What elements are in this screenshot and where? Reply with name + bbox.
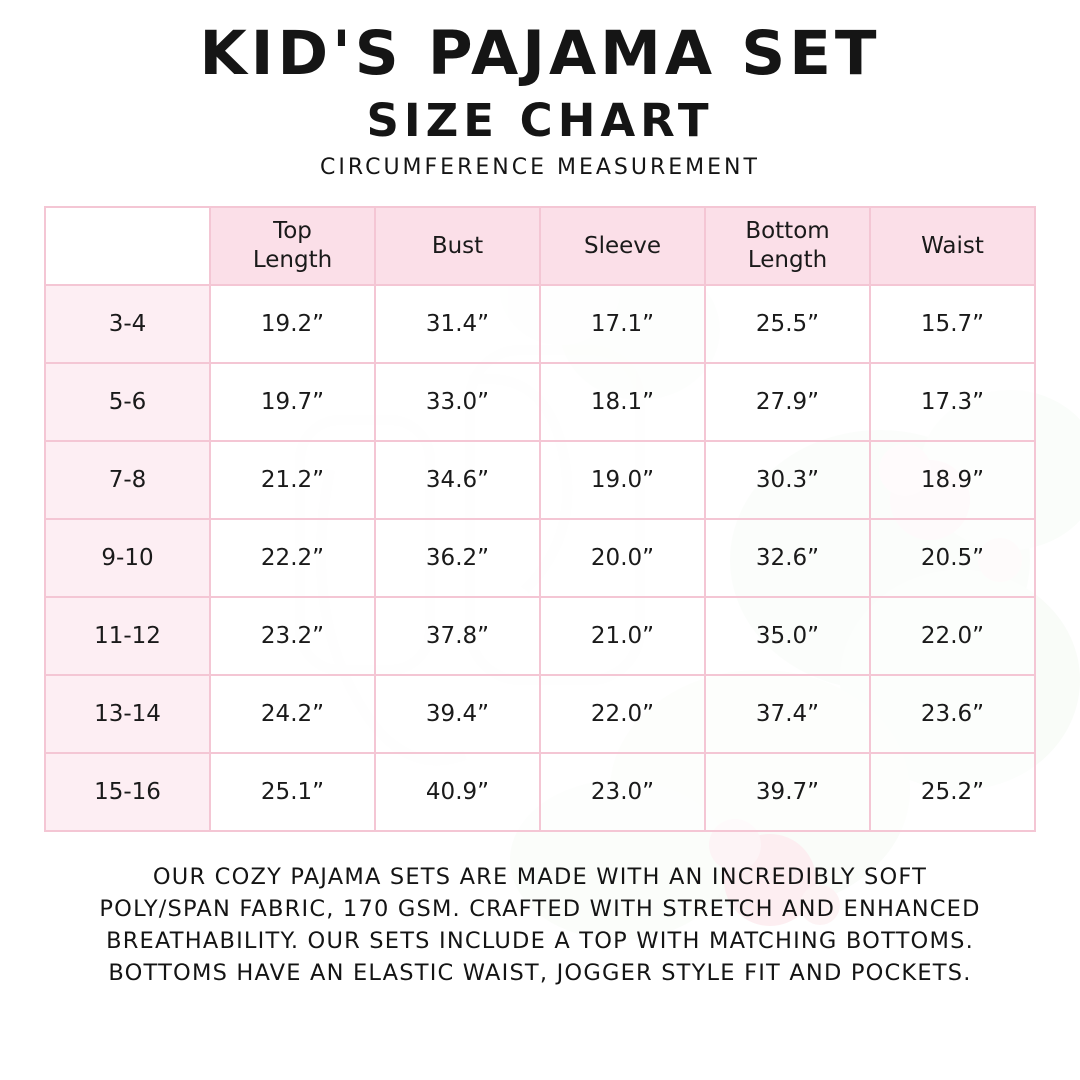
cell-top-length: 25.1” [210,753,375,831]
cell-bust: 39.4” [375,675,540,753]
row-header-size: 3-4 [45,285,210,363]
column-header-top-length-line1: Top [273,218,312,245]
cell-waist: 25.2” [870,753,1035,831]
footer-line-4: BOTTOMS HAVE AN ELASTIC WAIST, JOGGER STYLE FIT AND POCKETS. [108,959,972,986]
row-header-size: 9-10 [45,519,210,597]
cell-waist: 17.3” [870,363,1035,441]
table-row [45,753,1035,831]
row-header-size: 15-16 [45,753,210,831]
column-header-sleeve: Sleeve [540,207,705,285]
cell-bust: 37.8” [375,597,540,675]
table-row [45,285,1035,363]
cell-bust: 40.9” [375,753,540,831]
cell-waist: 18.9” [870,441,1035,519]
table-row [45,363,1035,441]
cell-sleeve: 22.0” [540,675,705,753]
table-row [45,519,1035,597]
table-row [45,675,1035,753]
cell-sleeve: 17.1” [540,285,705,363]
row-header-size: 11-12 [45,597,210,675]
cell-waist: 15.7” [870,285,1035,363]
page-subtitle: SIZE CHART [366,94,714,148]
cell-bottom-length: 27.9” [705,363,870,441]
cell-bottom-length: 39.7” [705,753,870,831]
footer-description [40,862,1040,990]
cell-bottom-length: 30.3” [705,441,870,519]
table-corner-cell [45,207,210,285]
cell-top-length: 24.2” [210,675,375,753]
cell-bust: 34.6” [375,441,540,519]
cell-bust: 33.0” [375,363,540,441]
cell-sleeve: 18.1” [540,363,705,441]
footer-line-3: BREATHABILITY. OUR SETS INCLUDE A TOP WITH MATCHING BOTTOMS. [106,927,974,954]
cell-top-length: 22.2” [210,519,375,597]
page-title: KID'S PAJAMA SET [199,18,881,89]
column-header-top-length-line2: Length [252,247,333,274]
row-header-size: 13-14 [45,675,210,753]
column-header-top-length [210,207,375,285]
cell-sleeve: 23.0” [540,753,705,831]
size-chart-table [44,206,1036,832]
cell-waist: 23.6” [870,675,1035,753]
cell-sleeve: 21.0” [540,597,705,675]
cell-top-length: 19.2” [210,285,375,363]
table-row [45,597,1035,675]
cell-sleeve: 19.0” [540,441,705,519]
footer-line-1: OUR COZY PAJAMA SETS ARE MADE WITH AN INCREDIBLY SOFT [152,864,928,891]
cell-bust: 31.4” [375,285,540,363]
table-row [45,441,1035,519]
table-header-row [45,207,1035,285]
cell-top-length: 23.2” [210,597,375,675]
cell-bottom-length: 35.0” [705,597,870,675]
row-header-size: 5-6 [45,363,210,441]
column-header-bottom-length-line1: Bottom [745,218,830,245]
cell-bottom-length: 25.5” [705,285,870,363]
measurement-note: CIRCUMFERENCE MEASUREMENT [320,155,760,181]
cell-bottom-length: 32.6” [705,519,870,597]
size-chart-table-wrap [50,206,1030,832]
cell-top-length: 21.2” [210,441,375,519]
cell-top-length: 19.7” [210,363,375,441]
cell-waist: 20.5” [870,519,1035,597]
column-header-waist: Waist [870,207,1035,285]
column-header-bottom-length [705,207,870,285]
cell-bust: 36.2” [375,519,540,597]
cell-bottom-length: 37.4” [705,675,870,753]
column-header-bust: Bust [375,207,540,285]
cell-waist: 22.0” [870,597,1035,675]
row-header-size: 7-8 [45,441,210,519]
column-header-bottom-length-line2: Length [747,247,828,274]
cell-sleeve: 20.0” [540,519,705,597]
footer-line-2: POLY/SPAN FABRIC, 170 GSM. CRAFTED WITH STRETCH AND ENHANCED [99,895,981,922]
